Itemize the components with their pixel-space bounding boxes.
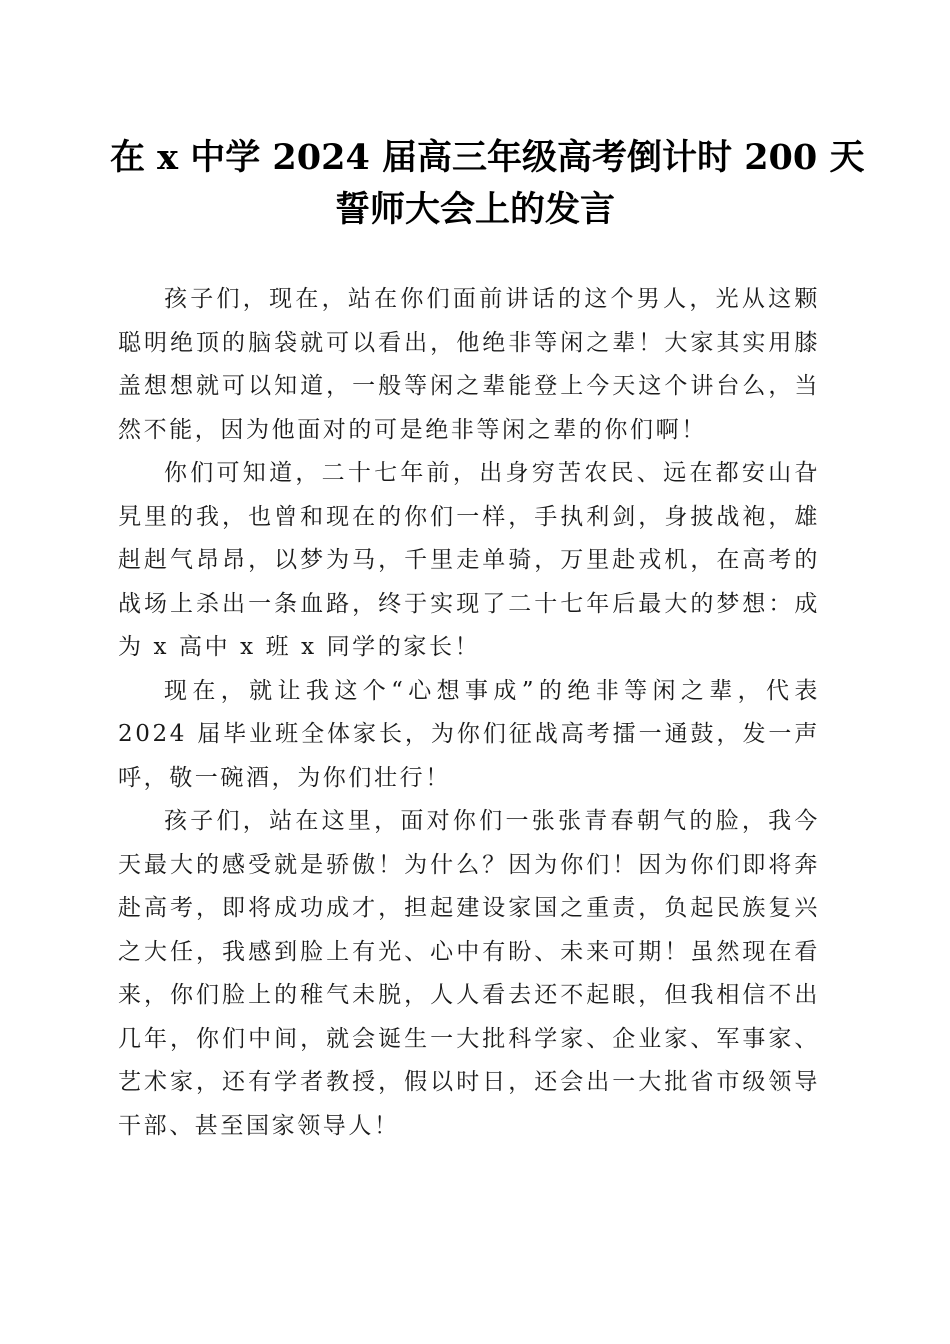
paragraph: 孩子们，站在这里，面对你们一张张青春朝气的脸，我今天最大的感受就是骄傲！为什么？因为你们！因为你们即将奔赴高考，即将成功成才，担起建设家国之重责，负起民族复兴之大任，我感到脸上有光、心中有盼、未来可期！虽然现在看来，你们脸上的稚气未脱，人人看去还不起眼，但我相信不出几年，你们中间，就会诞生一大批科学家、企业家、军事家、艺术家，还有学者教授，假以时日，还会出一大批省市级领导干部、甚至国家领导人！ (118, 808, 820, 1139)
title-line-2: 誓师大会上的发言 (334, 189, 615, 230)
document-title (110, 132, 865, 236)
paragraph: 你们可知道，二十七年前，出身穷苦农民、远在都安山旮旯里的我，也曾和现在的你们一样，手执利剑，身披战袍，雄赳赳气昂昂，以梦为马，千里走单骑，万里赴戎机，在高考的战场上杀出一条血路，终于实现了二十七年后最大的梦想：成为 x 高中 x 班 x 同学的家长！ (118, 460, 820, 660)
title-line-1: 在 x 中学 2024 届高三年级高考倒计时 200 天 (110, 137, 865, 178)
speech-body (118, 278, 820, 1148)
paragraph: 孩子们，现在，站在你们面前讲话的这个男人，光从这颗聪明绝顶的脑袋就可以看出，他绝非等闲之辈！大家其实用膝盖想想就可以知道，一般等闲之辈能登上今天这个讲台么，当然不能，因为他面对的可是绝非等闲之辈的你们啊！ (118, 286, 820, 443)
paragraph: 现在，就让我这个“心想事成”的绝非等闲之辈，代表 2024 届毕业班全体家长，为你们征战高考擂一通鼓，发一声呼，敬一碗酒，为你们壮行！ (118, 677, 820, 791)
